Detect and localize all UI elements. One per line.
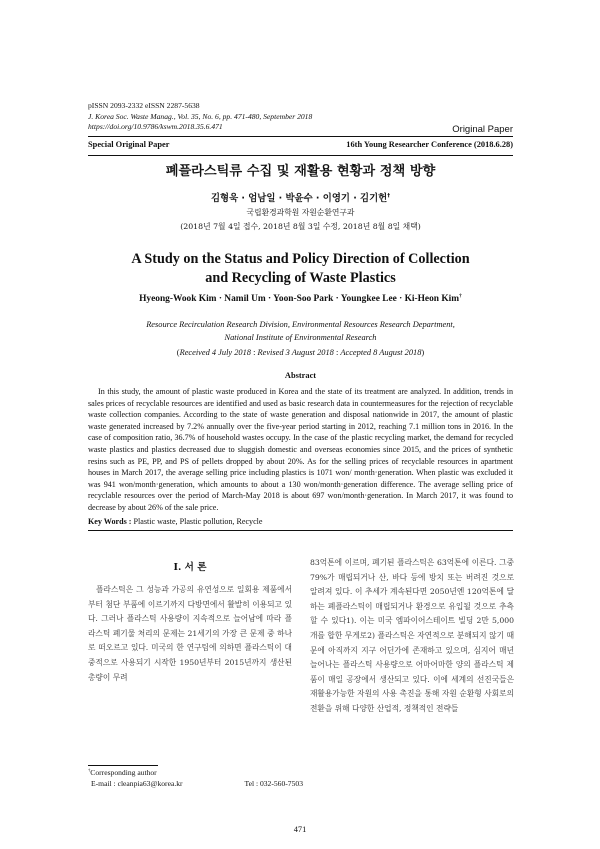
footnote-label: †Corresponding author — [88, 767, 157, 777]
english-authors: Hyeong-Wook Kim · Namil Um · Yoon-Soo Park · Youngkee Lee · Ki-Heon Kim† — [139, 292, 462, 304]
header-rule — [88, 136, 513, 137]
doi-link[interactable]: https://doi.org/10.9786/kswm.2018.35.6.471 — [88, 122, 223, 132]
corresponding-mark: † — [459, 292, 462, 299]
email: E-mail : cleanpia63@korea.kr — [91, 779, 183, 788]
keywords: Key Words : Plastic waste, Plastic pollution, Recycle — [88, 517, 263, 526]
body-right-column: 83억톤에 이르며, 폐기된 플라스틱은 63억톤에 이른다. 그중 79%가 매립되거나 산, 바다 등에 방치 또는 버려진 것으로 알려져 있다. 이 추세가 계속된다면 2050년엔 120억톤에 달하는 폐플라스틱이 매립되거나 환경으로 유입될 것으로 추측할 수 있다1). 이는 미국 엠파이어스테이트 빌딩 2만 5,000개를 합한 무게로2) 플라스틱은 자연적으로 분해되지 않기 때문에 아직까지 지구 어딘가에 존재하고 있으며, 심지어 매년 늘어나는 플라스틱 사용량으로 어마어마한 양의 플라스틱 제품이 매일 공장에서 생산되고 있다. 이에 세계의 선진국들은 재활용가능한 자원의 사용 촉진을 통해 자원 순환형 사회로의 전환을 위해 다양한 산업적, 정책적인 전략들 — [310, 558, 514, 713]
abstract-heading: Abstract — [284, 371, 317, 380]
korean-authors: 김형욱 · 엄남일 · 박윤수 · 이영기 · 김기헌† — [210, 192, 390, 204]
journal-citation: J. Korea Soc. Waste Manag., Vol. 35, No. 6, pp. 471-480, September 2018 — [88, 111, 313, 121]
footnote-contact — [91, 779, 303, 788]
korean-title: 폐플라스틱류 수집 및 재활용 현황과 정책 방향 — [165, 164, 436, 179]
issn: pISSN 2093-2332 eISSN 2287-5638 — [88, 101, 200, 110]
english-dates: (Received 4 July 2018 : Revised 3 August 2018 : Accepted 8 August 2018) — [176, 348, 425, 357]
section-heading: I. 서 론 — [173, 562, 207, 573]
page-number: 471 — [293, 825, 307, 834]
conference-label: 16th Young Researcher Conference (2018.6.28) — [346, 140, 513, 149]
phone: Tel : 032-560-7503 — [244, 779, 303, 788]
body-left-column: 플라스틱은 그 성능과 가공의 유연성으로 일회용 제품에서부터 첨단 부품에 이르기까지 다방면에서 활발히 이용되고 있다. 그러나 플라스틱 사용량이 지속적으로 늘어남에 따라 플라스틱 폐기물 처리의 문제는 21세기의 가장 큰 문제 중 하나로 떠오르고 있다. 미국의 한 연구팀에 의하면 플라스틱이 대중적으로 사용되기 시작한 1950년부터 2015년까지 생산된 총량이 무려 — [88, 585, 292, 682]
special-paper-label: Special Original Paper — [88, 140, 170, 149]
korean-dates: (2018년 7월 4일 접수, 2018년 8월 3일 수정, 2018년 8월 8일 채택) — [180, 222, 421, 231]
subheader-rule — [88, 155, 513, 156]
footnote-rule — [88, 765, 158, 766]
korean-affiliation: 국립환경과학원 자원순환연구과 — [246, 208, 355, 217]
abstract-text: In this study, the amount of plastic waste produced in Korea and the state of its treatment are analyzed. In addition, trends in sales prices of recyclable resources are identified and used as basic research data in countermeasures for the rejection of recyclable waste collection companies. According to the state of waste generation and disposal nationwide in 2017, the amount of plastic waste generated increased by 7.2% annually over the five-year period starting in 2012, reaching 7.1 million tons in 2016. In the case of composition ratio, 36.7% of household wastes occupy. In the case of the plastic recycling market, the demand for recycled waste plastics and plastics decreased due to sluggish domestic and overseas economies since 2015, and the prices of synthetic resins such as PE, PP, and PS of pellets dropped by about 20%. As for the selling prices of recyclable resources in apartment houses in March 2017, the average selling price including plastics is 1071 won/ month·generation. When plastic was excluded it was 941 won/month·generation, which amounts to about a 130 won/month·generation difference. The average selling price of recyclable resources over the period of March-May 2018 is about 697 won/month·generation. In March 2017, it was found to decrease by about 26% of the sale price. — [88, 387, 513, 512]
english-title: A Study on the Status and Policy Direction of Collection and Recycling of Waste Plastics — [131, 251, 470, 286]
article-type: Original Paper — [452, 124, 513, 135]
english-affiliation: Resource Recirculation Research Division, Environmental Resources Research Department, National Institute of Environmental Research — [146, 320, 455, 342]
abstract-rule — [88, 530, 513, 531]
journal-meta — [88, 101, 388, 133]
corresponding-mark: † — [387, 192, 390, 199]
